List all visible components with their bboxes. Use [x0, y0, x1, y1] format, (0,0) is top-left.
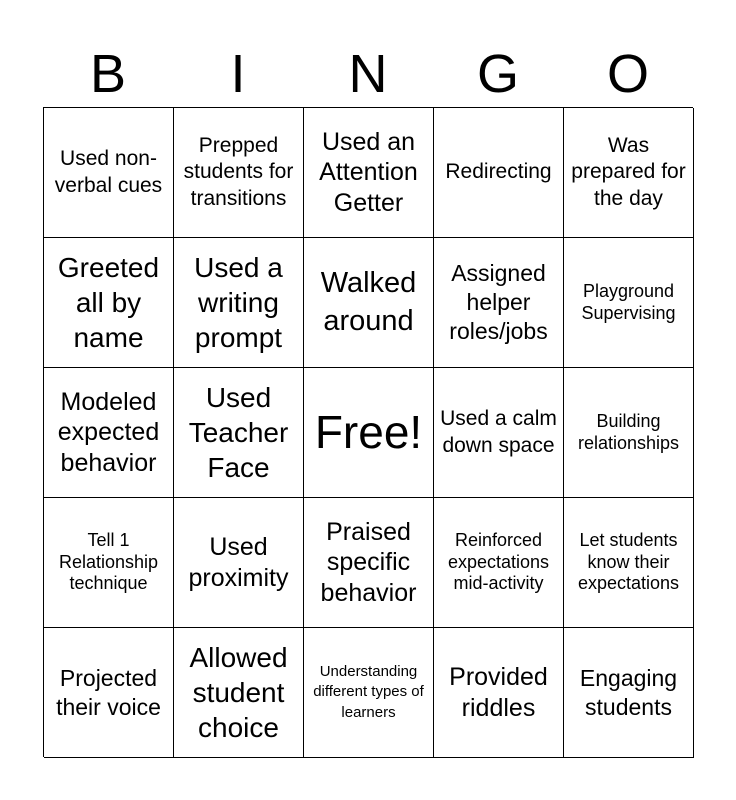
bingo-cell: Used Teacher Face — [174, 368, 304, 498]
header-letter-i: I — [230, 44, 246, 104]
bingo-cell: Assigned helper roles/jobs — [434, 238, 564, 368]
bingo-cell: Was prepared for the day — [564, 108, 694, 238]
bingo-grid — [43, 107, 693, 757]
bingo-header — [43, 40, 693, 108]
bingo-cell: Projected their voice — [44, 628, 174, 758]
bingo-cell: Used an Attention Getter — [304, 108, 434, 238]
bingo-cell: Understanding different types of learners — [304, 628, 434, 758]
bingo-cell: Prepped students for transitions — [174, 108, 304, 238]
bingo-cell: Modeled expected behavior — [44, 368, 174, 498]
bingo-cell: Provided riddles — [434, 628, 564, 758]
bingo-cell: Used a writing prompt — [174, 238, 304, 368]
bingo-cell: Playground Supervising — [564, 238, 694, 368]
bingo-cell: Let students know their expectations — [564, 498, 694, 628]
bingo-cell: Walked around — [304, 238, 434, 368]
bingo-cell: Reinforced expectations mid-activity — [434, 498, 564, 628]
bingo-cell: Used a calm down space — [434, 368, 564, 498]
bingo-cell: Used proximity — [174, 498, 304, 628]
bingo-cell: Building relationships — [564, 368, 694, 498]
bingo-cell: Redirecting — [434, 108, 564, 238]
bingo-cell: Allowed student choice — [174, 628, 304, 758]
header-letter-g: G — [476, 44, 519, 104]
bingo-cell: Tell 1 Relationship technique — [44, 498, 174, 628]
header-letter-o: O — [606, 44, 649, 104]
bingo-cell: Used non-verbal cues — [44, 108, 174, 238]
bingo-cell: Praised specific behavior — [304, 498, 434, 628]
free-space: Free! — [304, 368, 434, 498]
header-letter-n: N — [348, 44, 388, 104]
bingo-cell: Greeted all by name — [44, 238, 174, 368]
header-letter-b: B — [89, 44, 127, 104]
bingo-cell: Engaging students — [564, 628, 694, 758]
